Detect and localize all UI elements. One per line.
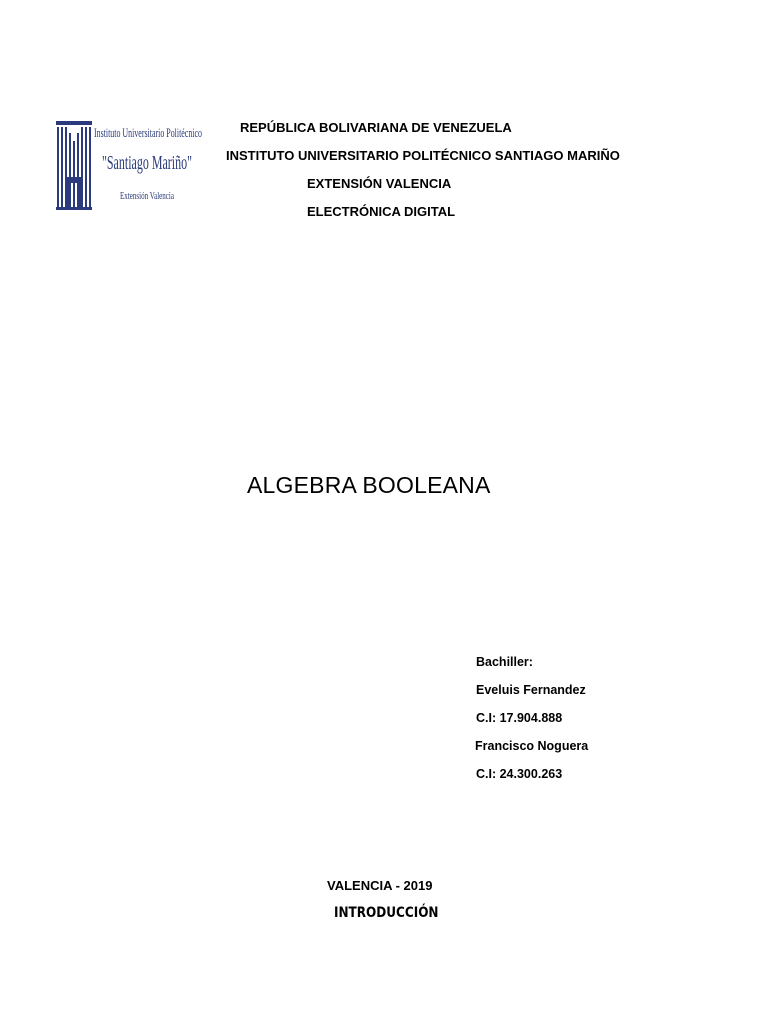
authors-label: Bachiller: [476, 655, 533, 669]
document-title: ALGEBRA BOOLEANA [247, 472, 491, 498]
city-year: VALENCIA - 2019 [327, 878, 433, 893]
introduction-heading: INTRODUCCIÓN [334, 905, 439, 921]
republic-heading: REPÚBLICA BOLIVARIANA DE VENEZUELA [240, 120, 512, 135]
student2-id: C.I: 24.300.263 [476, 767, 563, 781]
logo-line-3: Extensión Valencia [120, 190, 175, 202]
institute-heading: INSTITUTO UNIVERSITARIO POLITÉCNICO SANTIAGO MARIÑO [226, 148, 620, 163]
extension-heading: EXTENSIÓN VALENCIA [307, 176, 452, 191]
student1-name: Eveluis Fernandez [476, 683, 586, 697]
logo-line-1: Instituto Universitario Politécnico [94, 126, 202, 140]
student2-name: Francisco Noguera [475, 739, 589, 753]
student1-id: C.I: 17.904.888 [476, 711, 563, 725]
logo-line-2: "Santiago Mariño" [102, 152, 192, 174]
institute-logo-icon [56, 119, 204, 211]
institute-logo [56, 119, 204, 211]
subject-heading: ELECTRÓNICA DIGITAL [307, 204, 456, 219]
